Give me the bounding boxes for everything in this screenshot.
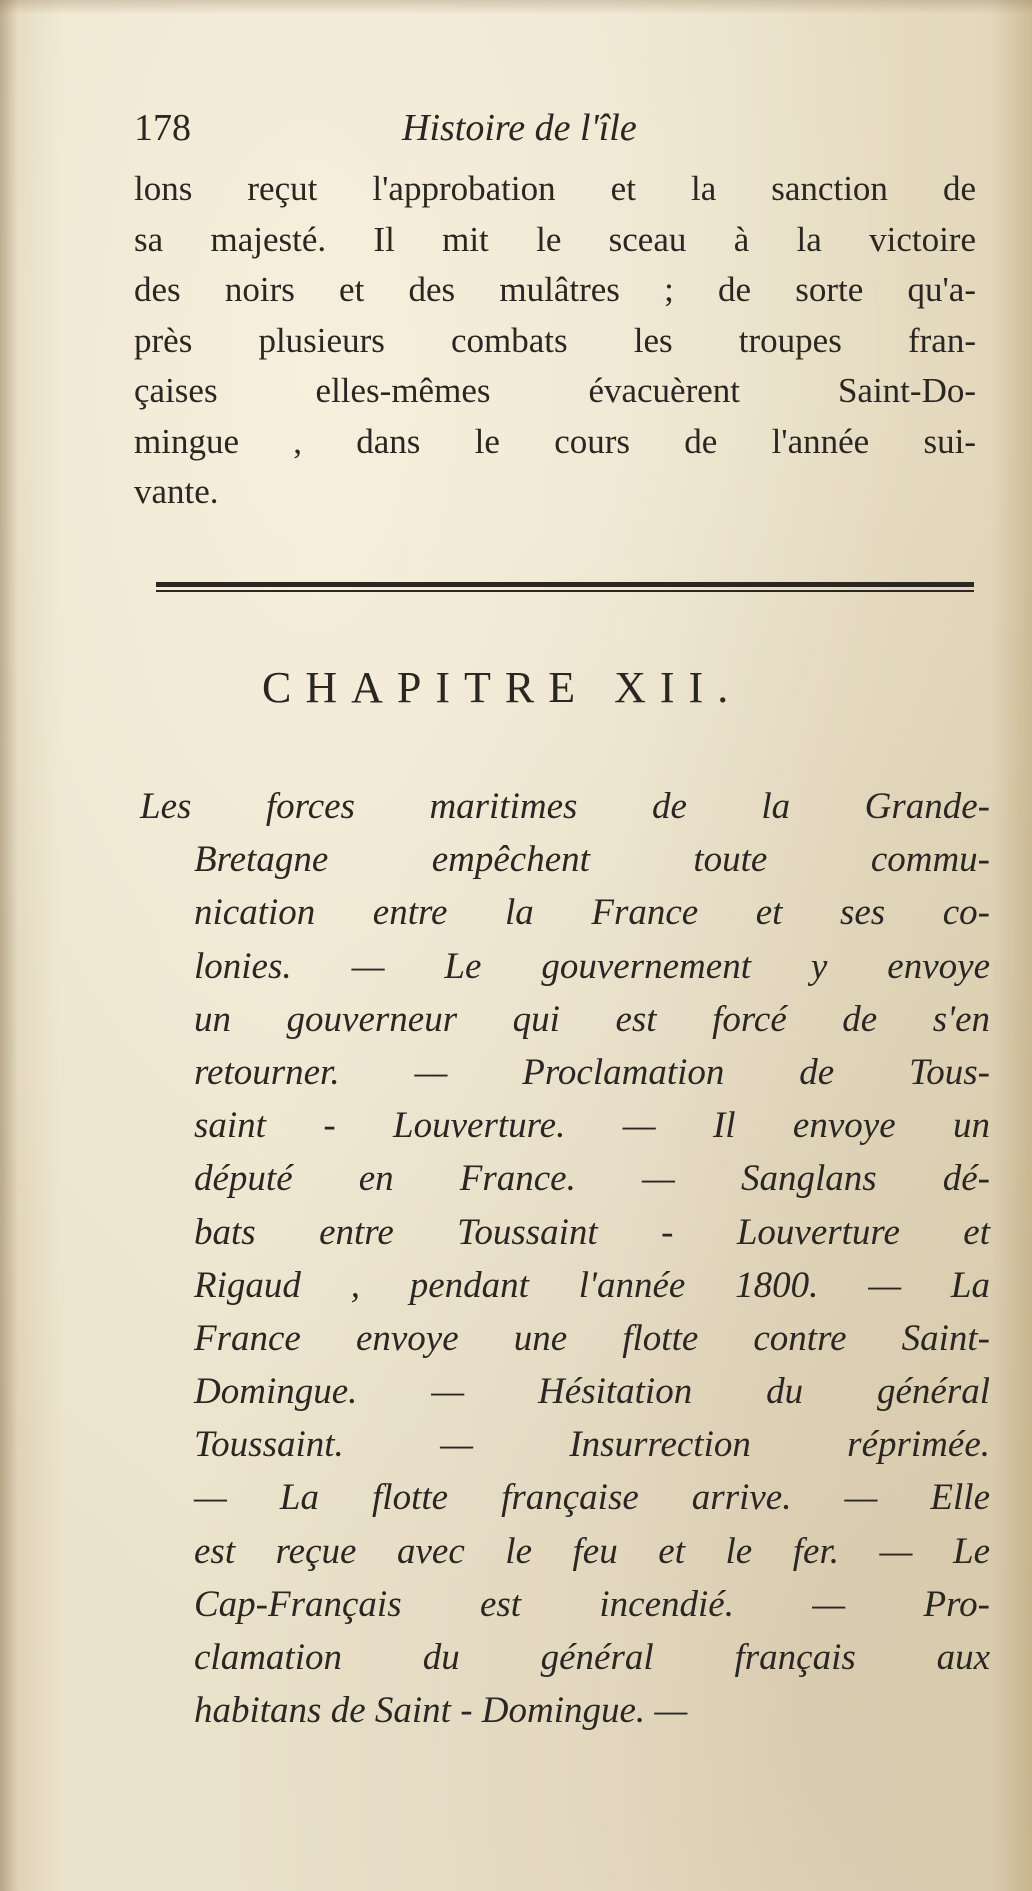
text-line: çaises elles-mêmes évacuèrent Saint-Do-	[134, 371, 976, 410]
running-head: Histoire de l'île	[402, 107, 637, 149]
summary-line: lonies. — Le gouvernement y envoye	[194, 945, 990, 987]
chapter-heading: CHAPITRE XII.	[262, 663, 743, 712]
summary-line: Rigaud , pendant l'année 1800. — La	[194, 1264, 990, 1306]
summary-line: député en France. — Sanglans dé-	[194, 1158, 990, 1200]
text-line: vante.	[134, 472, 219, 511]
page-shadow-left	[0, 0, 18, 1891]
text-line: près plusieurs combats les troupes fran-	[134, 320, 976, 360]
summary-line: Bretagne empêchent toute commu-	[194, 839, 990, 881]
chapter-summary	[140, 780, 990, 1737]
summary-line: retourner. — Proclamation de Tous-	[194, 1051, 990, 1093]
page-number: 178	[134, 107, 191, 149]
summary-line: est reçue avec le feu et le fer. — Le	[194, 1530, 990, 1572]
divider-thin-line	[156, 590, 974, 592]
summary-line: — La flotte française arrive. — Elle	[194, 1477, 990, 1519]
text-line: mingue , dans le cours de l'année sui-	[134, 421, 976, 461]
closing-paragraph	[134, 164, 976, 518]
text-line: sa majesté. Il mit le sceau à la victoire	[134, 219, 976, 259]
text-line: lons reçut l'approbation et la sanction de	[134, 169, 976, 208]
summary-line: France envoye une flotte contre Saint-	[194, 1317, 990, 1359]
summary-line: clamation du général français aux	[194, 1637, 990, 1678]
summary-line: Toussaint. — Insurrection réprimée.	[194, 1424, 990, 1466]
summary-line: bats entre Toussaint - Louverture et	[194, 1211, 990, 1253]
text-line: des noirs et des mulâtres ; de sorte qu'a-	[134, 270, 976, 309]
summary-line: Cap-Français est incendié. — Pro-	[194, 1583, 990, 1625]
page-header	[134, 106, 984, 152]
summary-line: habitans de Saint - Domingue. —	[194, 1690, 688, 1732]
summary-line: saint - Louverture. — Il envoye un	[194, 1105, 990, 1147]
summary-line: nication entre la France et ses co-	[194, 892, 990, 934]
chapter-divider-rule	[156, 582, 974, 594]
summary-line: un gouverneur qui est forcé de s'en	[194, 998, 990, 1040]
divider-thick-line	[156, 582, 974, 587]
summary-line: Les forces maritimes de la Grande-	[140, 786, 990, 827]
summary-line: Domingue. — Hésitation du général	[194, 1371, 990, 1413]
page-shadow-top	[0, 0, 1032, 14]
